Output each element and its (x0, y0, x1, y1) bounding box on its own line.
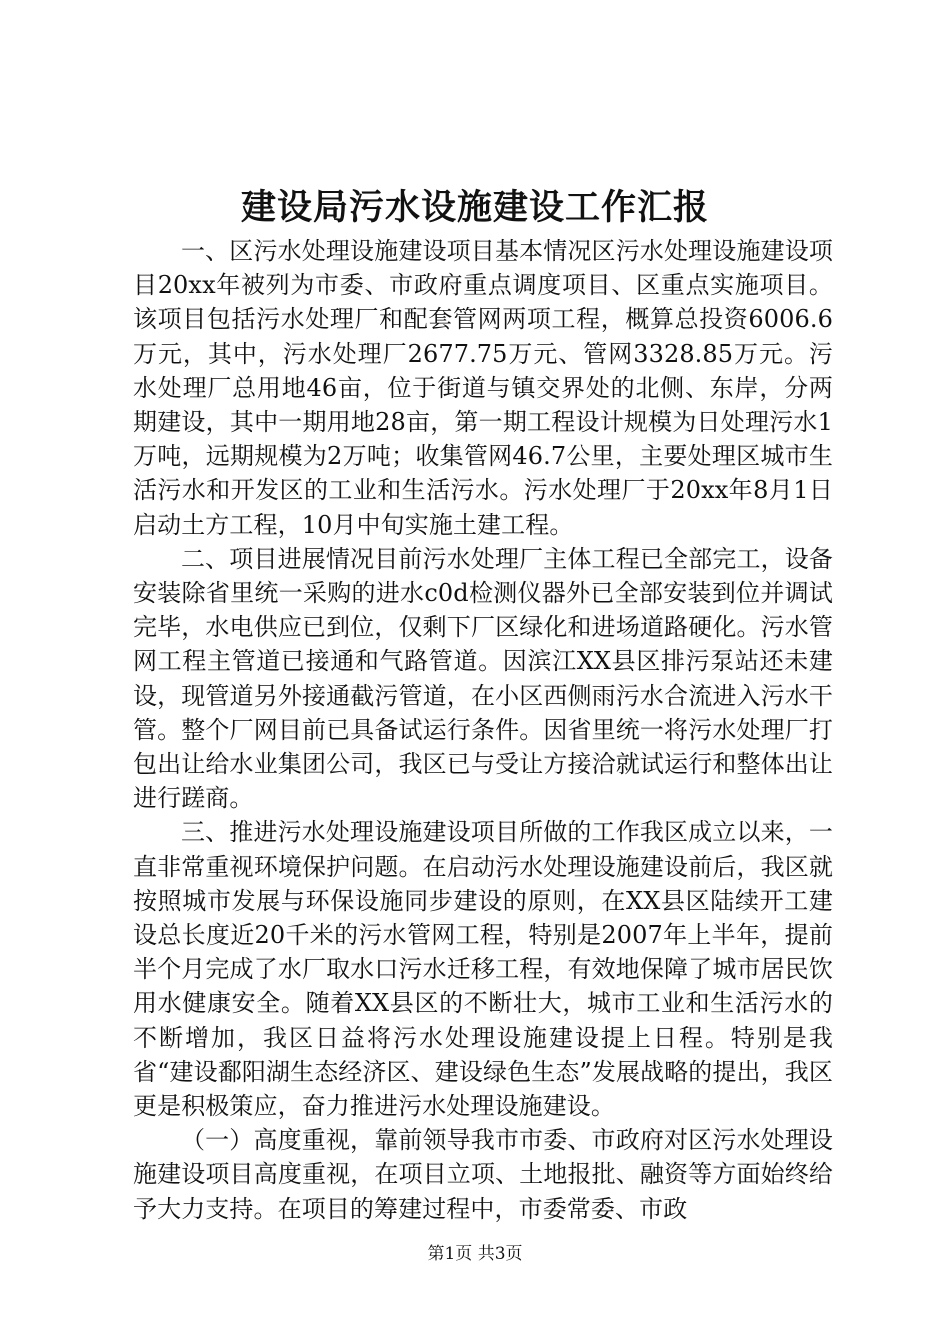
page-number-footer: 第1页 共3页 (427, 1244, 523, 1264)
document-title: 建设局污水设施建设工作汇报 (240, 187, 709, 228)
document-body (133, 234, 833, 1226)
paragraph-3: 三、推进污水处理设施建设项目所做的工作我区成立以来，一直非常重视环境保护问题。在启动污水处理设施建设前后，我区就按照城市发展与环保设施同步建设的原则，在XX县区陆续开工建设总长度近20千米的污水管网工程，特别是2007年上半年，提前半个月完成了水厂取水口污水迁移工程，有效地保障了城市居民饮用水健康安全。随着XX县区的不断壮大，城市工业和生活污水的不断增加，我区日益将污水处理设施建设提上日程。特别是我省“建设鄱阳湖生态经济区、建设绿色生态”发展战略的提出，我区更是积极策应，奋力推进污水处理设施建设。 (133, 818, 833, 1121)
paragraph-2: 二、项目进展情况目前污水处理厂主体工程已全部完工，设备安装除省里统一采购的进水c0d检测仪器外已全部安装到位并调试完毕，水电供应已到位，仅剩下厂区绿化和进场道路硬化。污水管网工程主管道已接通和气路管道。因滨江XX县区排污泵站还未建设，现管道另外接通截污管道，在小区西侧雨污水合流进入污水干管。整个厂网目前已具备试运行条件。因省里统一将污水处理厂打包出让给水业集团公司，我区已与受让方接洽就试运行和整体出让进行蹉商。 (133, 544, 833, 813)
paragraph-1: 一、区污水处理设施建设项目基本情况区污水处理设施建设项目20xx年被列为市委、市政府重点调度项目、区重点实施项目。该项目包括污水处理厂和配套管网两项工程，概算总投资6006.6万元，其中，污水处理厂2677.75万元、管网3328.85万元。污水处理厂总用地46亩，位于街道与镇交界处的北侧、东岸，分两期建设，其中一期用地28亩，第一期工程设计规模为日处理污水1万吨，远期规模为2万吨；收集管网46.7公里，主要处理区城市生活污水和开发区的工业和生活污水。污水处理厂于20xx年8月1日启动土方工程，10月中旬实施土建工程。 (133, 237, 833, 539)
paragraph-4: （一）高度重视，靠前领导我市市委、市政府对区污水处理设施建设项目高度重视，在项目立项、土地报批、融资等方面始终给予大力支持。在项目的筹建过程中，市委常委、市政 (133, 1126, 833, 1223)
